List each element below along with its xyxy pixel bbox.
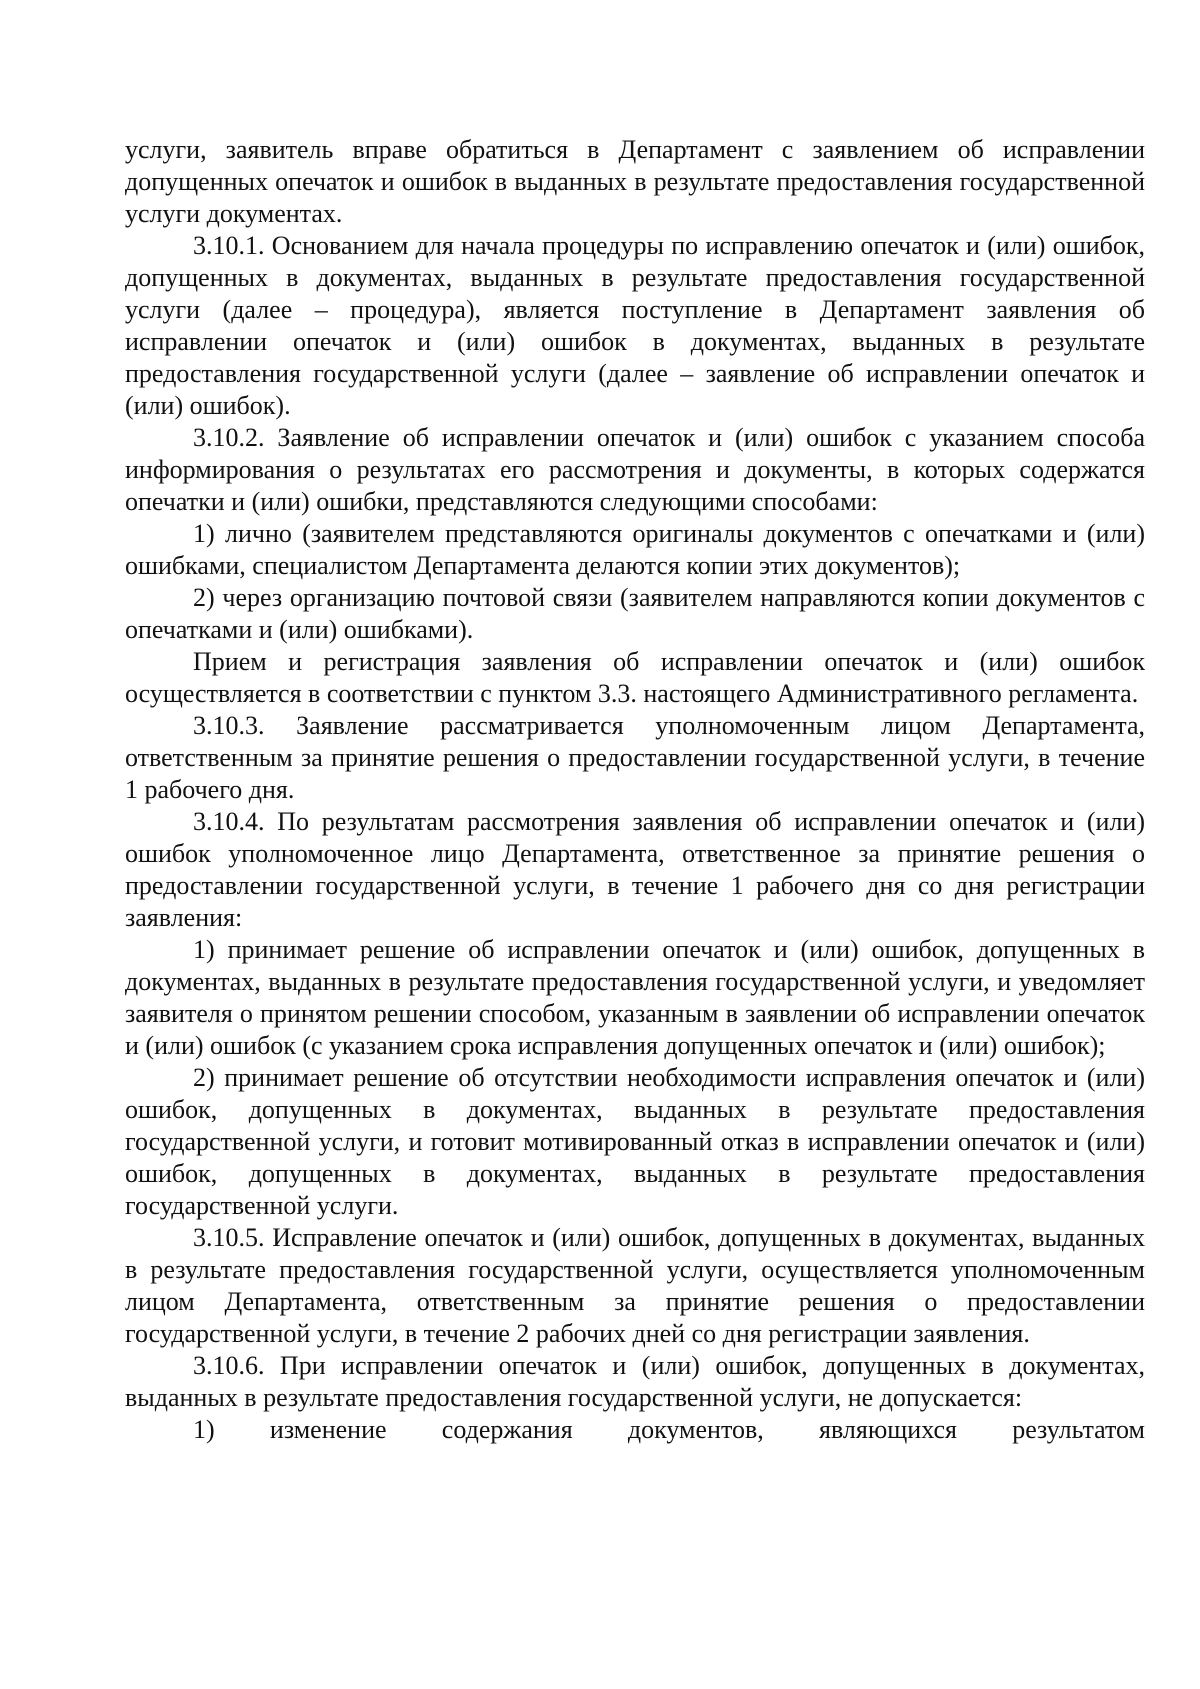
paragraph-reception: Прием и регистрация заявления об исправлении опечаток и (или) ошибок осуществляется в соответствии с пунктом 3.3. настоящего Административного регламента. [125, 647, 1145, 708]
paragraph-3-10-1: 3.10.1. Основанием для начала процедуры по исправлению опечаток и (или) ошибок, допущенных в документах, выданных в результате предоставления государственной услуги (далее – процедура), является поступление в Департамент заявления об исправлении опечаток и (или) ошибок в документах, выданных в результате предоставления государственной услуги (далее – заявление об исправлении опечаток и (или) ошибок). [125, 231, 1145, 420]
list-item-by-post: 2) через организацию почтовой связи (заявителем направляются копии документов с опечатками и (или) ошибками). [125, 583, 1145, 644]
list-item-content-change: 1) изменение содержания документов, являющихся результатом [193, 1415, 1145, 1444]
paragraph-3-10-6: 3.10.6. При исправлении опечаток и (или) ошибок, допущенных в документах, выданных в результате предоставления государственной услуги, не допускается: [125, 1351, 1145, 1412]
paragraph-3-10-5: 3.10.5. Исправление опечаток и (или) ошибок, допущенных в документах, выданных в результате предоставления государственной услуги, осуществляется уполномоченным лицом Департамента, ответственным за принятие решения о предоставлении государственной услуги, в течение 2 рабочих дней со дня регистрации заявления. [125, 1223, 1145, 1348]
list-item-decision-correct: 1) принимает решение об исправлении опечаток и (или) ошибок, допущенных в документах, выданных в результате предоставления государственной услуги, и уведомляет заявителя о принятом решении способом, указанным в заявлении об исправлении опечаток и (или) ошибок (с указанием срока исправления допущенных опечаток и (или) ошибок); [125, 935, 1145, 1060]
paragraph-3-10-2: 3.10.2. Заявление об исправлении опечаток и (или) ошибок с указанием способа информирования о результатах его рассмотрения и документы, в которых содержатся опечатки и (или) ошибки, представляются следующими способами: [125, 423, 1145, 516]
paragraph-3-10-3: 3.10.3. Заявление рассматривается уполномоченным лицом Департамента, ответственным за принятие решения о предоставлении государственной услуги, в течение 1 рабочего дня. [125, 711, 1145, 804]
paragraph-3-10-4: 3.10.4. По результатам рассмотрения заявления об исправлении опечаток и (или) ошибок уполномоченное лицо Департамента, ответственное за принятие решения о предоставлении государственной услуги, в течение 1 рабочего дня со дня регистрации заявления: [125, 807, 1145, 932]
document-body [125, 134, 1145, 1446]
paragraph-continuation: услуги, заявитель вправе обратиться в Департамент с заявлением об исправлении допущенных опечаток и ошибок в выданных в результате предоставления государственной услуги документах. [125, 135, 1145, 228]
list-item-in-person: 1) лично (заявителем представляются оригиналы документов с опечатками и (или) ошибками, специалистом Департамента делаются копии этих документов); [125, 519, 1145, 580]
list-item-decision-refuse: 2) принимает решение об отсутствии необходимости исправления опечаток и (или) ошибок, допущенных в документах, выданных в результате предоставления государственной услуги, и готовит мотивированный отказ в исправлении опечаток и (или) ошибок, допущенных в документах, выданных в результате предоставления государственной услуги. [125, 1063, 1145, 1220]
